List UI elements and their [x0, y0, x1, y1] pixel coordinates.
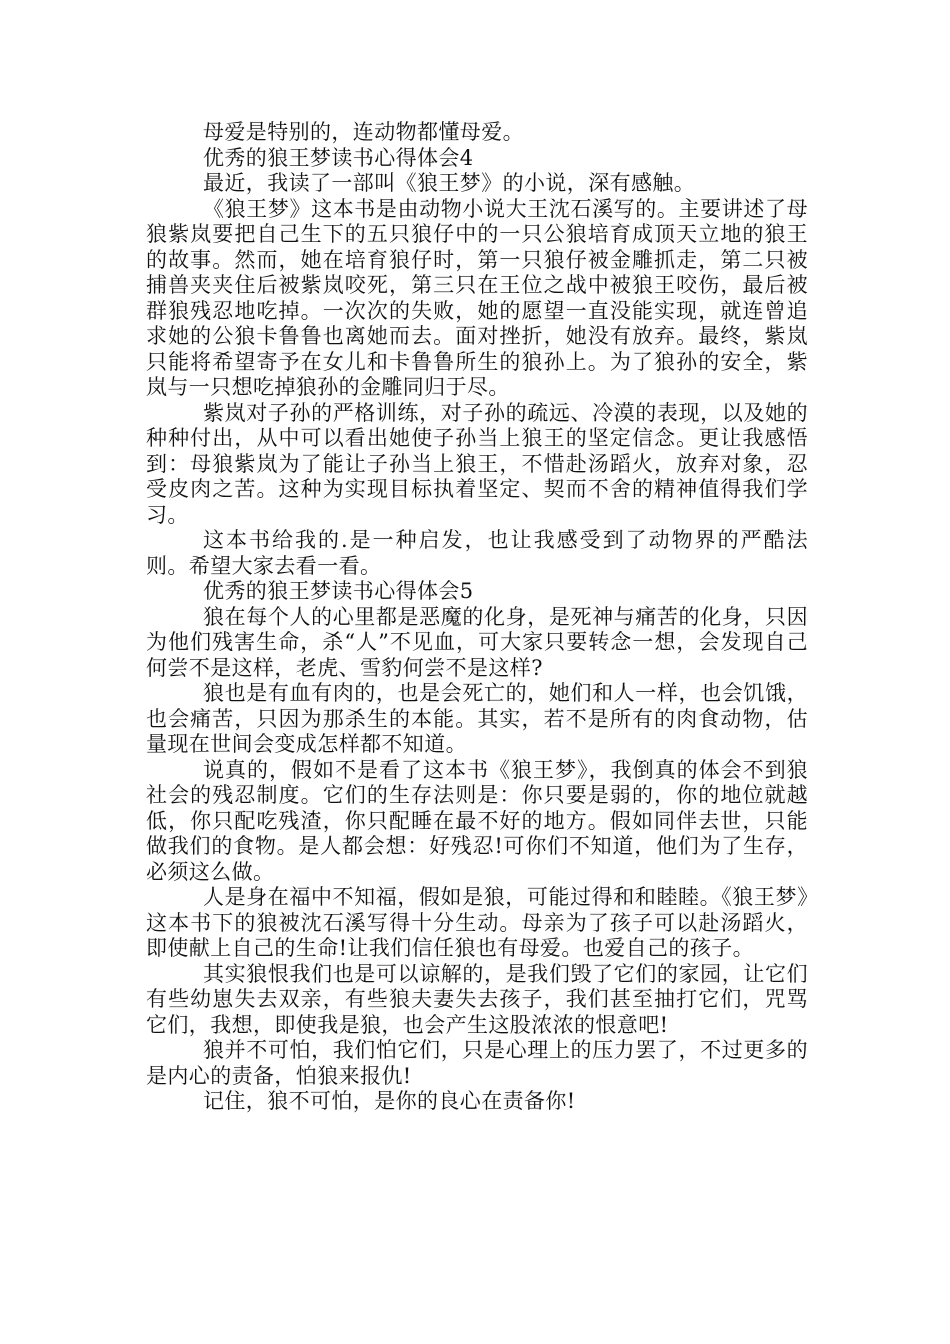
paragraph: 最近，我读了一部叫《狼王梦》的小说，深有感触。	[203, 171, 696, 195]
paragraph: 紫岚对子孙的严格训练，对子孙的疏远、冷漠的表现，以及她的种种付出，从中可以看出她使子孙当上狼王的坚定信念。更让我感悟到：母狼紫岚为了能让子孙当上狼王，不惜赴汤蹈火，放弃对象，忍受皮肉之苦。这种为实现目标执着坚定、契而不舍的精神值得我们学习。	[146, 400, 808, 527]
section-heading-5: 优秀的狼王梦读书心得体会5	[203, 579, 474, 603]
paragraph: 《狼王梦》这本书是由动物小说大王沈石溪写的。主要讲述了母狼紫岚要把自己生下的五只狼仔中的一只公狼培育成顶天立地的狼王的故事。然而，她在培育狼仔时，第一只狼仔被金雕抓走，第二只被捕兽夹夹住后被紫岚咬死，第三只在王位之战中被狼王咬伤，最后被群狼残忍地吃掉。一次次的失败，她的愿望一直没能实现，就连曾追求她的公狼卡鲁鲁也离她而去。面对挫折，她没有放弃。最终，紫岚只能将希望寄予在女儿和卡鲁鲁所生的狼孙上。为了狼孙的安全，紫岚与一只想吃掉狼孙的金雕同归于尽。	[146, 196, 808, 399]
paragraph: 其实狼恨我们也是可以谅解的，是我们毁了它们的家园，让它们有些幼崽失去双亲，有些狼夫妻失去孩子，我们甚至抽打它们，咒骂它们，我想，即使我是狼，也会产生这股浓浓的恨意吧!	[146, 961, 808, 1037]
paragraph: 这本书给我的.是一种启发，也让我感受到了动物界的严酷法则。希望大家去看一看。	[146, 528, 808, 578]
paragraph-final: 记住，狼不可怕，是你的良心在责备你!	[203, 1089, 576, 1113]
paragraph-closing-line: 母爱是特别的，连动物都懂母爱。	[203, 120, 524, 144]
document-body	[146, 120, 808, 1115]
paragraph: 狼在每个人的心里都是恶魔的化身，是死神与痛苦的化身，只因为他们残害生命，杀“人”不见血，可大家只要转念一想，会发现自己何尝不是这样，老虎、雪豹何尝不是这样?	[146, 604, 808, 680]
paragraph: 狼也是有血有肉的，也是会死亡的，她们和人一样，也会饥饿，也会痛苦，只因为那杀生的本能。其实，若不是所有的肉食动物，估量现在世间会变成怎样都不知道。	[146, 681, 808, 756]
paragraph: 狼并不可怕，我们怕它们，只是心理上的压力罢了，不过更多的是内心的责备，怕狼来报仇!	[146, 1038, 808, 1088]
paragraph: 说真的，假如不是看了这本书《狼王梦》，我倒真的体会不到狼社会的残忍制度。它们的生存法则是：你只要是弱的，你的地位就越低，你只配吃残渣，你只配睡在最不好的地方。假如同伴去世，只能做我们的食物。是人都会想：好残忍!可你们不知道，他们为了生存，必须这么做。	[146, 757, 808, 884]
paragraph: 人是身在福中不知福，假如是狼，可能过得和和睦睦。《狼王梦》这本书下的狼被沈石溪写得十分生动。母亲为了孩子可以赴汤蹈火，即使献上自己的生命!让我们信任狼也有母爱。也爱自己的孩子。	[146, 885, 808, 960]
section-heading-4: 优秀的狼王梦读书心得体会4	[203, 145, 474, 170]
